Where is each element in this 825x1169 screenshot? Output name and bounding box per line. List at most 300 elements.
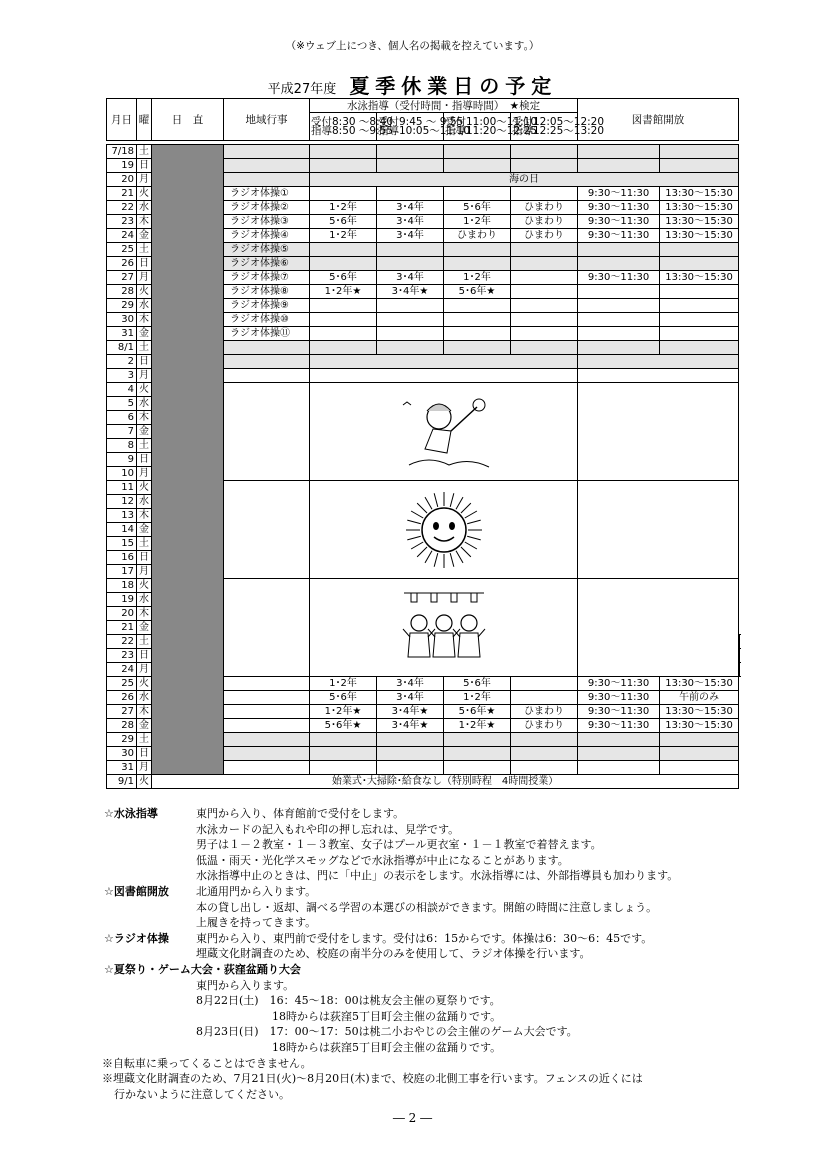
library-pm-cell <box>660 285 739 299</box>
library-pm-cell: 午前のみ <box>660 691 739 705</box>
date-cell: 26 <box>107 257 137 271</box>
area-event-cell: ラジオ体操⑧ <box>224 285 310 299</box>
library-am-cell: 9:30～11:30 <box>578 187 660 201</box>
date-cell: 4 <box>107 383 137 397</box>
library-pm-cell: 13:30～15:30 <box>660 215 739 229</box>
library-pm-cell <box>660 159 739 173</box>
swim-slot-cell: 1･2年 <box>444 215 511 229</box>
swim-slot-cell: 1･2年 <box>310 229 377 243</box>
privacy-notice: （※ウェブ上につき、個人名の掲載を控えています。） <box>285 40 540 52</box>
area-event-cell <box>224 691 310 705</box>
area-event-cell: ラジオ体操⑪ <box>224 327 310 341</box>
weekday-cell: 火 <box>137 677 152 691</box>
title-main: 夏季休業日の予定 <box>349 74 558 98</box>
page-title <box>0 70 825 99</box>
library-am-cell: 9:30～11:30 <box>578 201 660 215</box>
weekday-cell: 日 <box>137 355 152 369</box>
swim-slot-cell: 3･4年 <box>377 215 444 229</box>
date-cell: 11 <box>107 481 137 495</box>
library-pm-cell: 13:30～15:30 <box>660 201 739 215</box>
swim-slot-cell <box>511 747 578 761</box>
swim-slot-cell <box>444 747 511 761</box>
swim-slot-cell <box>444 159 511 173</box>
swim-slot-cell: 5･6年 <box>310 691 377 705</box>
note-festival <box>104 962 764 978</box>
note-line: 水泳カードの記入もれや印の押し忘れは、見学です。 <box>196 822 460 836</box>
library-cell <box>578 481 739 579</box>
date-cell: 20 <box>107 607 137 621</box>
note-line: 上履きを持ってきます。 <box>196 916 317 930</box>
date-cell: 16 <box>107 551 137 565</box>
weekday-cell: 金 <box>137 425 152 439</box>
swim-slot-cell: ひまわり <box>511 705 578 719</box>
swim-slot-cell <box>511 691 578 705</box>
swim-slot-cell: 1･2年 <box>310 201 377 215</box>
weekday-cell: 土 <box>137 635 152 649</box>
swim-slot-cell <box>444 341 511 355</box>
date-cell: 25 <box>107 243 137 257</box>
library-cell <box>578 355 739 369</box>
swim-slot-cell <box>511 313 578 327</box>
library-pm-cell: 13:30～15:30 <box>660 677 739 691</box>
area-event-cell <box>224 579 310 677</box>
title-year: 平成27年度 <box>267 82 337 97</box>
weekday-cell: 土 <box>137 537 152 551</box>
library-am-cell <box>578 341 660 355</box>
swim-slot-cell: 1･2年★ <box>310 285 377 299</box>
library-am-cell: 9:30～11:30 <box>578 215 660 229</box>
table-row <box>107 775 740 789</box>
illustration-cell <box>310 481 578 579</box>
header-swim: 水泳指導（受付時間・指導時間） ★検定 <box>310 99 578 113</box>
swim-slot-cell <box>310 243 377 257</box>
swim-slot-cell <box>511 159 578 173</box>
date-cell: 9/1 <box>107 775 137 789</box>
weekday-cell: 月 <box>137 173 152 187</box>
header-dow: 曜 <box>137 99 152 141</box>
weekday-cell: 水 <box>137 495 152 509</box>
weekday-cell: 土 <box>137 733 152 747</box>
swim-slot-cell <box>444 145 511 159</box>
library-pm-cell: 13:30～15:30 <box>660 719 739 733</box>
area-event-cell <box>224 677 310 691</box>
area-event-cell <box>224 159 310 173</box>
date-cell: 2 <box>107 355 137 369</box>
swim-slot-cell <box>444 257 511 271</box>
swim-slot-cell <box>310 145 377 159</box>
weekday-cell: 土 <box>137 243 152 257</box>
date-cell: 24 <box>107 663 137 677</box>
weekday-cell: 日 <box>137 453 152 467</box>
date-cell: 18 <box>107 579 137 593</box>
note-line: 本の貸し出し・返却、調べる学習の本選びの相談ができます。開館の時間に注意しましょう。 <box>196 900 658 914</box>
library-pm-cell: 13:30～15:30 <box>660 271 739 285</box>
note-line: 東門から入ります。 <box>196 978 295 992</box>
header-slot-4: 受付12:05～12:20 指導12:25～13:20 <box>511 113 578 141</box>
swim-slot-cell <box>511 761 578 775</box>
weekday-cell: 日 <box>137 551 152 565</box>
note-extra: 行かないように注意してください。 <box>114 1087 290 1101</box>
swim-slot-cell <box>511 145 578 159</box>
library-am-cell <box>578 733 660 747</box>
date-cell: 30 <box>107 313 137 327</box>
library-am-cell <box>578 257 660 271</box>
note-radio-head: ☆ラジオ体操 <box>104 931 169 945</box>
weekday-cell: 土 <box>137 439 152 453</box>
area-event-cell: ラジオ体操② <box>224 201 310 215</box>
weekday-cell: 木 <box>137 411 152 425</box>
weekday-cell: 火 <box>137 285 152 299</box>
date-cell: 27 <box>107 705 137 719</box>
event-cell: 始業式･大掃除･給食なし（特別時程 4時間授業） <box>152 775 739 789</box>
swim-slot-cell <box>377 145 444 159</box>
swim-slot-cell <box>444 733 511 747</box>
swim-slot-cell: 1･2年 <box>310 677 377 691</box>
swim-slot-cell <box>310 187 377 201</box>
header-duty: 日 直 <box>152 99 224 141</box>
swim-slot-cell: 5･6年 <box>444 677 511 691</box>
library-pm-cell <box>660 733 739 747</box>
swim-slot-cell: 1･2年★ <box>310 705 377 719</box>
date-cell: 19 <box>107 593 137 607</box>
weekday-cell: 月 <box>137 271 152 285</box>
area-event-cell <box>224 733 310 747</box>
date-cell: 30 <box>107 747 137 761</box>
area-event-cell: ラジオ体操③ <box>224 215 310 229</box>
date-cell: 23 <box>107 215 137 229</box>
swim-slot-cell: 3･4年 <box>377 691 444 705</box>
library-pm-cell <box>660 145 739 159</box>
swim-slot-cell <box>310 159 377 173</box>
area-event-cell <box>224 341 310 355</box>
library-pm-cell <box>660 327 739 341</box>
swim-slot-cell <box>511 243 578 257</box>
note-radio <box>104 931 764 947</box>
swim-slot-cell: 1･2年★ <box>444 719 511 733</box>
illustration-cell <box>310 579 578 677</box>
area-event-cell: ラジオ体操① <box>224 187 310 201</box>
swim-slot-cell: 3･4年★ <box>377 719 444 733</box>
area-event-cell: ラジオ体操⑦ <box>224 271 310 285</box>
header-slot-3: 受付11:00～11:10 指導11:20～12:25 <box>444 113 511 141</box>
weekday-cell: 月 <box>137 467 152 481</box>
library-am-cell <box>578 145 660 159</box>
weekday-cell: 水 <box>137 201 152 215</box>
date-cell: 21 <box>107 621 137 635</box>
library-cell <box>578 369 739 383</box>
library-pm-cell <box>660 747 739 761</box>
swim-slot-cell <box>310 747 377 761</box>
swim-slot-cell <box>444 299 511 313</box>
note-line: 水泳指導中止のときは、門に「中止」の表示をします。水泳指導には、外部指導員も加わります。 <box>196 869 679 883</box>
note-swim-head: ☆水泳指導 <box>104 807 158 820</box>
swim-slot-cell: 3･4年★ <box>377 705 444 719</box>
area-event-cell <box>224 145 310 159</box>
note-line: 男子は１－２教室・１－３教室、女子はプール更衣室・１－１教室で着替えます。 <box>196 838 602 852</box>
library-cell <box>578 383 739 481</box>
library-pm-cell: 13:30～15:30 <box>660 187 739 201</box>
swim-slot-cell: ひまわり <box>511 229 578 243</box>
note-line: 8月22日(土) 16：45～18：00は桃友会主催の夏祭りです。 <box>196 994 501 1008</box>
library-am-cell <box>578 327 660 341</box>
swim-slot-cell <box>511 257 578 271</box>
weekday-cell: 水 <box>137 691 152 705</box>
weekday-cell: 月 <box>137 369 152 383</box>
date-cell: 31 <box>107 327 137 341</box>
library-am-cell <box>578 761 660 775</box>
date-cell: 10 <box>107 467 137 481</box>
swim-slot-cell <box>511 327 578 341</box>
library-pm-cell <box>660 243 739 257</box>
date-cell: 23 <box>107 649 137 663</box>
table-row <box>107 145 740 159</box>
swim-slot-cell <box>444 313 511 327</box>
swim-slot-cell <box>310 313 377 327</box>
swim-slot-cell <box>377 159 444 173</box>
header-date: 月日 <box>107 99 137 141</box>
weekday-cell: 火 <box>137 383 152 397</box>
weekday-cell: 木 <box>137 313 152 327</box>
note-line: 東門から入り、体育館前で受付をします。 <box>196 807 405 820</box>
area-event-cell: ラジオ体操④ <box>224 229 310 243</box>
swim-slot-cell: ひまわり <box>511 719 578 733</box>
note-line: 低温・雨天・光化学スモッグなどで水泳指導が中止になることがあります。 <box>196 853 569 867</box>
library-pm-cell <box>660 341 739 355</box>
swim-slot-cell <box>511 299 578 313</box>
swim-slot-cell: 5･6年 <box>444 201 511 215</box>
swim-slot-cell <box>511 187 578 201</box>
notes-section <box>104 806 764 1102</box>
date-cell: 15 <box>107 537 137 551</box>
note-extra: ※自転車に乗ってくることはできません。 <box>102 1056 312 1070</box>
date-cell: 21 <box>107 187 137 201</box>
library-am-cell <box>578 243 660 257</box>
swim-slot-cell <box>377 299 444 313</box>
note-festival-head: ☆夏祭り・ゲーム大会・荻窪盆踊り大会 <box>104 962 301 976</box>
swim-slot-cell: 3･4年 <box>377 201 444 215</box>
library-am-cell <box>578 159 660 173</box>
area-event-cell: ラジオ体操⑥ <box>224 257 310 271</box>
date-cell: 9 <box>107 453 137 467</box>
weekday-cell: 火 <box>137 579 152 593</box>
swim-slot-cell <box>377 257 444 271</box>
weekday-cell: 金 <box>137 229 152 243</box>
library-pm-cell: 13:30～15:30 <box>660 229 739 243</box>
swim-slot-cell: 5･6年★ <box>444 285 511 299</box>
swim-slot-cell <box>377 341 444 355</box>
swim-slot-cell: 5･6年 <box>310 215 377 229</box>
weekday-cell: 木 <box>137 607 152 621</box>
swim-slot-cell: 1･2年 <box>444 691 511 705</box>
swim-slot-cell: 5･6年★ <box>444 705 511 719</box>
swim-slot-cell <box>310 761 377 775</box>
swim-slot-cell: 5･6年★ <box>310 719 377 733</box>
blank-cell <box>310 369 578 383</box>
note-line: 18時からは荻窪5丁目町会主催の盆踊りです。 <box>272 1009 502 1023</box>
date-cell: 6 <box>107 411 137 425</box>
library-am-cell <box>578 313 660 327</box>
date-cell: 17 <box>107 565 137 579</box>
weekday-cell: 火 <box>137 481 152 495</box>
swim-slot-cell: 1･2年 <box>444 271 511 285</box>
area-event-cell <box>224 761 310 775</box>
swim-slot-cell <box>511 341 578 355</box>
swim-slot-cell <box>377 761 444 775</box>
boy-catching-bugs-illustration <box>389 387 499 477</box>
swim-slot-cell <box>444 187 511 201</box>
date-cell: 24 <box>107 229 137 243</box>
swim-slot-cell <box>511 733 578 747</box>
area-event-cell <box>224 719 310 733</box>
swim-slot-cell <box>377 747 444 761</box>
library-cell <box>578 579 739 677</box>
swim-slot-cell: 3･4年 <box>377 271 444 285</box>
weekday-cell: 火 <box>137 187 152 201</box>
area-event-cell <box>224 355 310 369</box>
swim-slot-cell <box>444 327 511 341</box>
library-am-cell: 9:30～11:30 <box>578 705 660 719</box>
weekday-cell: 水 <box>137 593 152 607</box>
date-cell: 8 <box>107 439 137 453</box>
swim-slot-cell <box>377 313 444 327</box>
header-library: 図書館開放 <box>578 99 739 141</box>
weekday-cell: 土 <box>137 145 152 159</box>
weekday-cell: 月 <box>137 761 152 775</box>
weekday-cell: 日 <box>137 257 152 271</box>
weekday-cell: 日 <box>137 649 152 663</box>
note-line: 18時からは荻窪5丁目町会主催の盆踊りです。 <box>272 1040 502 1054</box>
schedule-body <box>107 145 740 789</box>
area-event-cell <box>224 369 310 383</box>
library-pm-cell: 13:30～15:30 <box>660 705 739 719</box>
sun-illustration <box>389 485 499 575</box>
date-cell: 19 <box>107 159 137 173</box>
date-cell: 26 <box>107 691 137 705</box>
swim-slot-cell <box>310 341 377 355</box>
weekday-cell: 木 <box>137 215 152 229</box>
date-cell: 27 <box>107 271 137 285</box>
swim-slot-cell: ひまわり <box>511 215 578 229</box>
date-cell: 29 <box>107 733 137 747</box>
weekday-cell: 木 <box>137 509 152 523</box>
weekday-cell: 月 <box>137 663 152 677</box>
area-event-cell <box>224 481 310 579</box>
header-slot-2: 受付9:45 ～ 9:55 指導10:05～11:10 <box>377 113 444 141</box>
date-cell: 29 <box>107 299 137 313</box>
swim-slot-cell <box>310 327 377 341</box>
date-cell: 7/18 <box>107 145 137 159</box>
swim-slot-cell <box>511 271 578 285</box>
library-am-cell: 9:30～11:30 <box>578 271 660 285</box>
swim-slot-cell <box>444 761 511 775</box>
page-number: ― 2 ― <box>392 1111 433 1125</box>
library-am-cell <box>578 299 660 313</box>
swim-slot-cell: ひまわり <box>444 229 511 243</box>
note-line: 埋蔵文化財調査のため、校庭の南半分のみを使用して、ラジオ体操を行います。 <box>196 947 591 961</box>
area-event-cell: ラジオ体操⑨ <box>224 299 310 313</box>
header-area: 地域行事 <box>224 99 310 141</box>
weekday-cell: 月 <box>137 565 152 579</box>
weekday-cell: 日 <box>137 159 152 173</box>
note-extra: ※埋蔵文化財調査のため、7月21日(火)～8月20日(木)まで、校庭の北側工事を行います。フェンスの近くには <box>102 1072 643 1086</box>
swim-slot-cell: 5･6年 <box>310 271 377 285</box>
area-event-cell <box>224 383 310 481</box>
swim-slot-cell <box>310 257 377 271</box>
library-pm-cell <box>660 761 739 775</box>
date-cell: 3 <box>107 369 137 383</box>
swim-slot-cell <box>377 243 444 257</box>
date-cell: 22 <box>107 201 137 215</box>
swim-slot-cell: 3･4年 <box>377 229 444 243</box>
swim-slot-cell <box>444 243 511 257</box>
children-dancing-illustration <box>389 583 499 673</box>
library-am-cell: 9:30～11:30 <box>578 229 660 243</box>
swim-slot-cell <box>310 299 377 313</box>
swim-slot-cell: ひまわり <box>511 201 578 215</box>
date-cell: 12 <box>107 495 137 509</box>
swim-slot-cell <box>511 677 578 691</box>
area-event-cell: ラジオ体操⑩ <box>224 313 310 327</box>
library-am-cell: 9:30～11:30 <box>578 719 660 733</box>
weekday-cell: 水 <box>137 299 152 313</box>
library-am-cell: 9:30～11:30 <box>578 691 660 705</box>
blank-cell <box>310 355 578 369</box>
header-slot-1: 受付8:30 ～8:40 指導8:50 ～9:55 <box>310 113 377 141</box>
swim-slot-cell <box>377 733 444 747</box>
weekday-cell: 木 <box>137 705 152 719</box>
event-cell: 海の日 <box>310 173 739 187</box>
date-cell: 8/1 <box>107 341 137 355</box>
date-cell: 22 <box>107 635 137 649</box>
weekday-cell: 金 <box>137 719 152 733</box>
swim-slot-cell <box>377 187 444 201</box>
note-line: 東門から入り、東門前で受付をします。受付は6：15からです。体操は6：30～6：45です。 <box>196 931 653 945</box>
date-cell: 28 <box>107 719 137 733</box>
date-cell: 13 <box>107 509 137 523</box>
weekday-cell: 金 <box>137 621 152 635</box>
library-pm-cell <box>660 313 739 327</box>
note-library-head: ☆図書館開放 <box>104 884 169 898</box>
note-line: 8月23日(日) 17：00～17：50は桃二小おやじの会主催のゲーム大会です。 <box>196 1025 578 1039</box>
date-cell: 31 <box>107 761 137 775</box>
date-cell: 28 <box>107 285 137 299</box>
weekday-cell: 土 <box>137 341 152 355</box>
swim-slot-cell <box>310 733 377 747</box>
weekday-cell: 日 <box>137 747 152 761</box>
weekday-cell: 金 <box>137 327 152 341</box>
area-event-cell: ラジオ体操⑤ <box>224 243 310 257</box>
date-cell: 20 <box>107 173 137 187</box>
area-event-cell <box>224 747 310 761</box>
swim-slot-cell <box>511 285 578 299</box>
library-pm-cell <box>660 299 739 313</box>
date-cell: 14 <box>107 523 137 537</box>
area-event-cell <box>224 173 310 187</box>
library-am-cell <box>578 285 660 299</box>
date-cell: 5 <box>107 397 137 411</box>
library-am-cell: 9:30～11:30 <box>578 677 660 691</box>
schedule-table <box>106 98 740 789</box>
swim-slot-cell <box>377 327 444 341</box>
library-am-cell <box>578 747 660 761</box>
weekday-cell: 火 <box>137 775 152 789</box>
weekday-cell: 金 <box>137 523 152 537</box>
library-pm-cell <box>660 257 739 271</box>
illustration-cell <box>310 383 578 481</box>
date-cell: 25 <box>107 677 137 691</box>
area-event-cell <box>224 705 310 719</box>
swim-slot-cell: 3･4年★ <box>377 285 444 299</box>
